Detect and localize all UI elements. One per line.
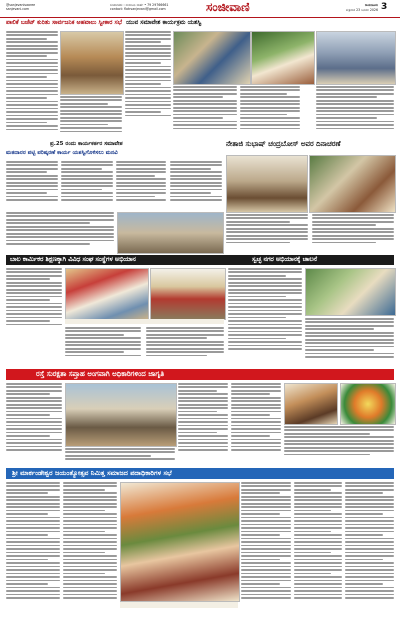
newspaper-logo: ಸಂಜೀವಾಣಿ: [206, 0, 250, 14]
article-column-23: [284, 426, 394, 466]
article-column-3: [125, 31, 171, 139]
article-column-11: [6, 212, 114, 252]
article-column-15: [65, 327, 141, 367]
article-column-18: [305, 318, 394, 368]
photo-clean-drive: [305, 268, 396, 316]
article-column-8: [61, 161, 113, 209]
photo-training-hall: [316, 31, 396, 85]
article-column-20: [65, 448, 175, 466]
article-column-12: [226, 214, 308, 252]
article-column-24: [6, 482, 60, 622]
bottom-band-headline: ಶ್ರೀ ಮಾರ್ಕಂಡೇಶ್ವರ ಜಯಂತ್ಯೋತ್ಸವ ನಿಮಿತ್ತ ಸಮಾಜದ ಪದಾಧಿಕಾರಿಗಳ ಸಭೆ: [12, 469, 172, 477]
jayanti-caption: [120, 602, 238, 608]
article-column-25: [63, 482, 117, 622]
photo-budget-meeting: [60, 31, 124, 95]
article-column-19: [6, 383, 62, 465]
photo-caption: [65, 319, 224, 324]
article-column-4: [173, 86, 237, 138]
mid-band: [6, 255, 394, 265]
edition-name: ರಾಯಚೂರು: [364, 3, 378, 7]
headline-budget: ಪಾಲಿಕೆ ಬಜೆಟ್ ಕುರಿತು ಸಾರ್ವಜನಿಕ ಅಹವಾಲು ಸ್ವೀಕಾರ ಸಭೆ: [6, 19, 123, 26]
photo-group-stage: [251, 31, 315, 85]
bottom-band: [6, 468, 394, 479]
article-column-27: [294, 482, 342, 622]
article-column-21: [178, 383, 228, 465]
headline-youth: ಯುವ ಸಮಾವೇಶ ಕಾರ್ಯಕ್ರಮ ಯಶಸ್ವಿ: [126, 19, 286, 28]
masthead: [0, 0, 400, 18]
mid-band-right-headline: ಸ್ವಚ್ಛ ನಗರ ಅಭಿಯಾನಕ್ಕೆ ಚಾಲನೆ: [252, 256, 317, 263]
red-band: [6, 369, 394, 380]
masthead-social: @sanjevanisaaree sanjevani.com: [6, 3, 36, 11]
article-column-5: [240, 86, 300, 138]
article-column-2: [60, 96, 122, 140]
article-column-6: [316, 86, 394, 138]
photo-rally-banner: [150, 268, 226, 320]
photo-road-safety: [65, 383, 177, 447]
photo-felicitation: [284, 383, 338, 425]
article-column-10: [170, 161, 222, 209]
issue-date: ಶುಕ್ರವಾರ 23 ಜನವರಿ 2026: [345, 8, 378, 12]
photo-jayanti-ceremony: [120, 482, 240, 602]
article-column-26: [241, 482, 291, 622]
photo-netaji-stage: [309, 155, 396, 213]
article-column-1: [6, 31, 58, 139]
red-band-headline: ರಸ್ತೆ ಸುರಕ್ಷತಾ ಸಪ್ತಾಹ ಅಂಗವಾಗಿ ಅಧಿಕಾರಿಗಳಿಂದ ಜಾಗೃತಿ: [36, 370, 165, 378]
article-column-7: [6, 161, 58, 209]
article-column-28: [345, 482, 394, 622]
masthead-contact: ಸಂಪಾದಕರು : ಸಂಜೀವಿನಿ ವಾರ್ತೆ • 79 29766661 contact: flatrsanjevani@gmail.com: [110, 3, 169, 11]
article-column-16: [146, 327, 224, 367]
mid-band-left-headline: ಬಾಲ ಕಾರ್ಮಿಕರ ಶಿಕ್ಷಣಕ್ಕಾಗಿ ವಿವಿಧ ಸಂಘ ಸಂಸ್ಥೆಗಳ ಅಭಿಯಾನ: [10, 256, 136, 263]
photo-children-rally: [65, 268, 149, 320]
article-column-13: [312, 214, 394, 252]
banner-blue-headline: ಮತದಾರರ ಪಟ್ಟಿ ಪರಿಷ್ಕರಣೆ ಕಾರ್ಯ ಯಶಸ್ವಿಗೊಳಿಸಲು ಮನವಿ: [6, 150, 118, 156]
photo-district-office: [117, 212, 224, 254]
article-column-14: [6, 268, 62, 338]
article-column-9: [116, 161, 166, 209]
headline-netaji: ನೇತಾಜಿ ಸುಭಾಷ್ ಚಂದ್ರಬೋಸ್ ಅವರ ದಿನಾಚರಣೆ: [226, 140, 341, 148]
article-column-22: [231, 383, 281, 465]
banner-dark-headline: ಪ್ರ.25 ರಂದು ಕಾರ್ಯಕರ್ತರ ಸಮಾವೇಶ: [50, 141, 123, 147]
photo-netaji-tribute: [226, 155, 308, 213]
photo-youth-event: [173, 31, 251, 85]
photo-emblem: [340, 383, 396, 425]
article-column-17: [228, 268, 302, 368]
page-number: 3: [381, 2, 388, 12]
